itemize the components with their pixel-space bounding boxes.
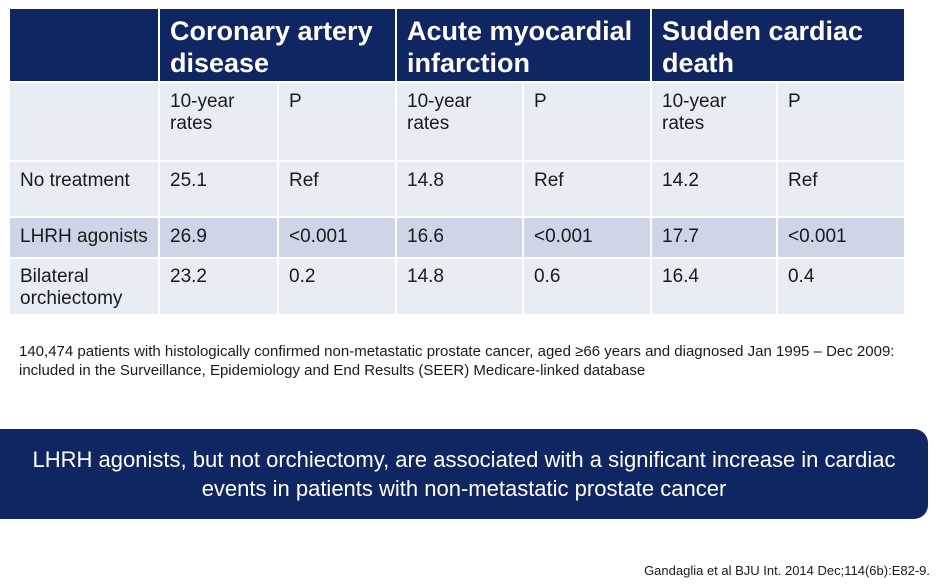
outcomes-table [10,9,904,314]
row-label: LHRH agonists [10,217,159,258]
table-row [10,161,904,217]
table-cell: 14.2 [651,161,777,217]
table-cell: 25.1 [159,161,278,217]
subheader-rates: 10-year rates [396,82,523,161]
table-cell: Ref [278,161,396,217]
subheader-rates: 10-year rates [651,82,777,161]
row-label: Bilateral orchiectomy [10,258,159,314]
table-cell: 0.2 [278,258,396,314]
table-cell: 0.6 [523,258,651,314]
table-subheader-row [10,82,904,161]
subheader-p: P [777,82,904,161]
table-cell: 0.4 [777,258,904,314]
table-cell: 26.9 [159,217,278,258]
table-cell: <0.001 [278,217,396,258]
header-sudden-cardiac-death: Sudden cardiac death [651,9,904,82]
table-cell: Ref [777,161,904,217]
subheader-p: P [278,82,396,161]
header-acute-myocardial-infarction: Acute myocardial infarction [396,9,651,82]
table-cell: 16.4 [651,258,777,314]
subheader-p: P [523,82,651,161]
table-header-row [10,9,904,82]
study-note: 140,474 patients with histologically confirmed non-metastatic prostate cancer, aged ≥66 years and diagnosed Jan 1995 – Dec 2009: included in the Surveillance, Epidemiology and End Results (SEER) Medicare-linked database [19,343,895,379]
table-cell: 14.8 [396,258,523,314]
row-label: No treatment [10,161,159,217]
table-cell: 23.2 [159,258,278,314]
table-cell: 17.7 [651,217,777,258]
subheader-rates: 10-year rates [159,82,278,161]
subheader-corner [10,82,159,161]
key-finding-text: LHRH agonists, but not orchiectomy, are associated with a significant increase in cardiac events in patients with non-metastatic prostate cancer [32,447,896,501]
table-cell: <0.001 [777,217,904,258]
table-row [10,217,904,258]
citation: Gandaglia et al BJU Int. 2014 Dec;114(6b):E82-9. [644,563,930,578]
header-corner [10,9,159,82]
table-cell: 14.8 [396,161,523,217]
table-row [10,258,904,314]
key-finding-banner [0,429,928,519]
table-cell: Ref [523,161,651,217]
table-cell: <0.001 [523,217,651,258]
header-coronary-artery-disease: Coronary artery disease [159,9,396,82]
table-cell: 16.6 [396,217,523,258]
